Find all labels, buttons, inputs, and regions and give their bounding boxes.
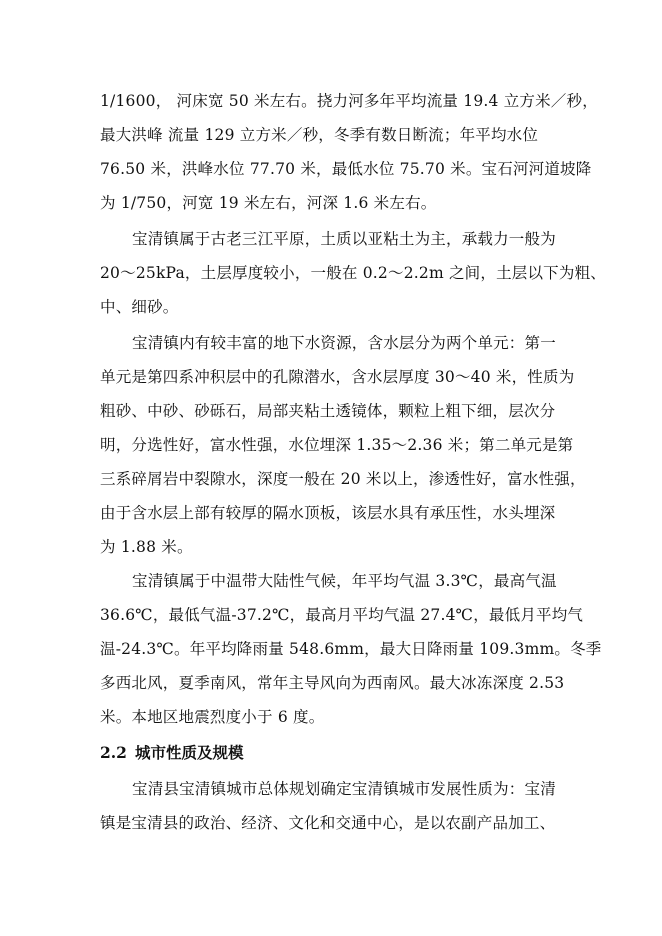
body-text-line: 多西北风，夏季南风，常年主导风向为西南风。最大冰冻深度 2.53 [100,674,565,692]
paragraph-first-line: 宝清镇属于古老三江平原，土质以亚粘土为主，承载力一般为 [132,230,556,248]
body-text-line: 20～25kPa，土层厚度较小，一般在 0.2～2.2m 之间，土层以下为粗、 [100,264,606,282]
paragraph-first-line: 宝清镇内有较丰富的地下水资源，含水层分为两个单元：第一 [132,334,556,352]
paragraph-first-line: 宝清镇属于中温带大陆性气候，年平均气温 3.3℃，最高气温 [132,572,557,590]
body-text-line: 36.6℃，最低气温-37.2℃，最高月平均气温 27.4℃，最低月平均气 [100,606,584,624]
body-text-line: 76.50 米，洪峰水位 77.70 米，最低水位 75.70 米。宝石河河道坡降 [100,160,592,178]
section-heading [100,742,243,764]
body-text-line: 三系碎屑岩中裂隙水，深度一般在 20 米以上，渗透性好，富水性强， [100,470,586,488]
body-text-line: 最大洪峰 流量 129 立方米／秒，冬季有数日断流；年平均水位 [100,126,539,144]
body-text-line: 镇是宝清县的政治、经济、文化和交通中心，是以农副产品加工、 [100,814,556,832]
body-text-line: 为 1.88 米。 [100,538,193,556]
body-text-line: 粗砂、中砂、砂砾石，局部夹粘土透镜体，颗粒上粗下细，层次分 [100,402,556,420]
body-text-line: 单元是第四系冲积层中的孔隙潜水，含水层厚度 30～40 米，性质为 [100,368,575,386]
body-text-line: 为 1/750，河宽 19 米左右，河深 1.6 米左右。 [100,194,437,212]
body-text-line: 米。本地区地震烈度小于 6 度。 [100,708,325,726]
body-text-line: 1/1600， 河床宽 50 米左右。挠力河多年平均流量 19.4 立方米／秒， [100,92,598,110]
section-title: 城市性质及规模 [134,743,244,762]
section-number: 2.2 [100,743,127,762]
body-text-line: 明，分选性好，富水性强，水位埋深 1.35～2.36 米；第二单元是第 [100,436,574,454]
body-text-line: 中、细砂。 [100,298,179,316]
body-text-line: 由于含水层上部有较厚的隔水顶板，该层水具有承压性，水头埋深 [100,504,556,522]
body-text-line: 温-24.3℃。年平均降雨量 548.6mm，最大日降雨量 109.3mm。冬季 [100,640,602,658]
paragraph-first-line: 宝清县宝清镇城市总体规划确定宝清镇城市发展性质为：宝清 [132,780,556,798]
